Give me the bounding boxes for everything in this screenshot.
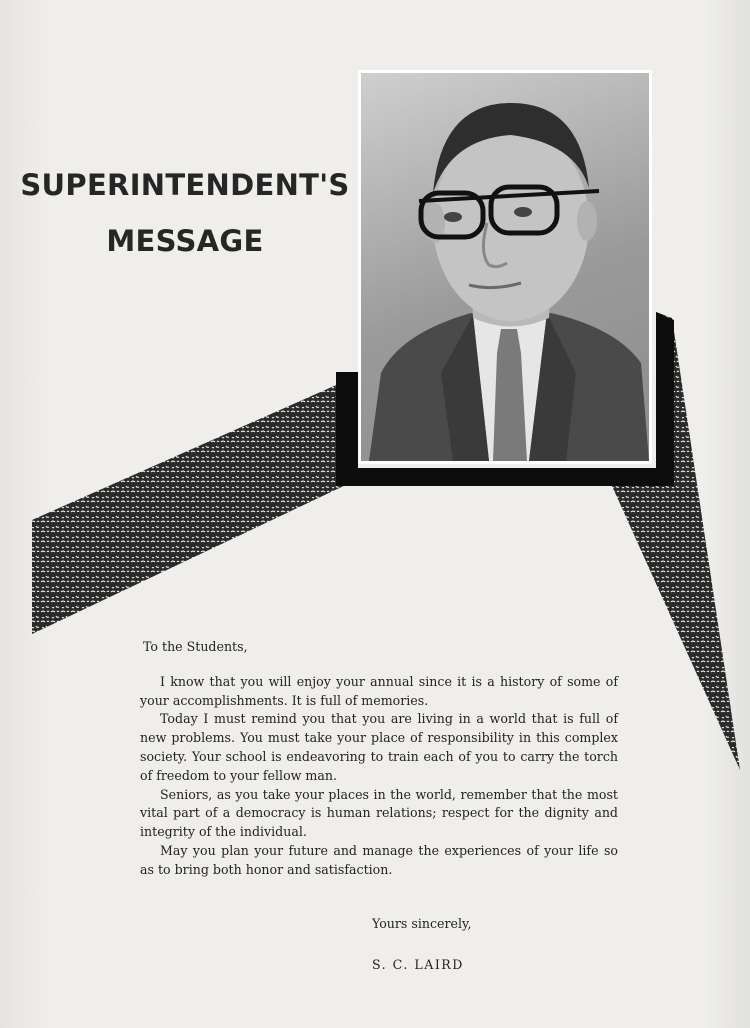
letter-closing: Yours sincerely, [372, 916, 472, 931]
letter-paragraph: I know that you will enjoy your annual since it is a history of some of your accomplishments. It is full of memories. [140, 673, 618, 708]
letter-signature: S. C. LAIRD [372, 957, 464, 972]
page-title-line-2: MESSAGE [106, 224, 264, 258]
portrait-photo-frame [358, 70, 652, 464]
page-title-line-1: SUPERINTENDENT'S [20, 168, 350, 202]
portrait-photo [361, 73, 649, 461]
left-stipple-band [32, 378, 352, 634]
letter-salutation: To the Students, [143, 639, 248, 654]
letter-paragraph: Seniors, as you take your places in the world, remember that the most vital part of a democracy is human relations; respect for the dignity and integrity of the individual. [140, 786, 618, 840]
letter-body [140, 638, 618, 880]
letter-paragraph: May you plan your future and manage the experiences of your life so as to bring both honor and satisfaction. [140, 842, 618, 877]
letter-paragraph: Today I must remind you that you are living in a world that is full of new problems. You must take your place of responsibility in this complex society. Your school is endeavoring to train each of you to carry the torch of freedom to your fellow man. [140, 711, 618, 783]
portrait-illustration [361, 73, 649, 461]
